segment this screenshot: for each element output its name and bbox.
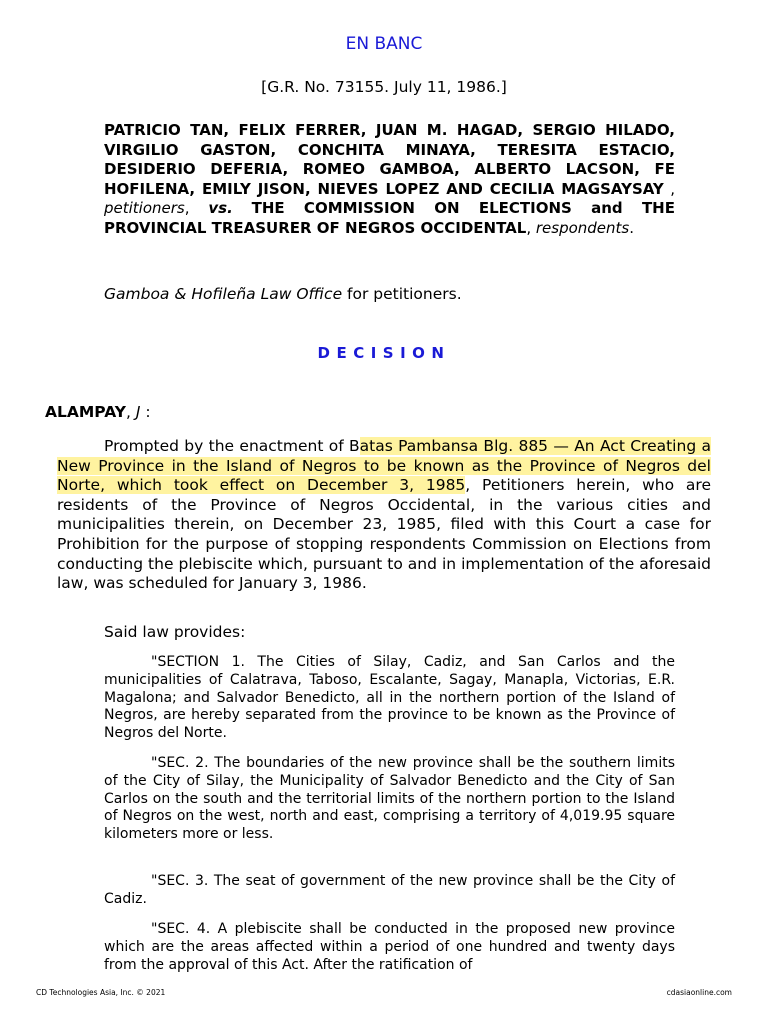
para1-rest: , Petitioners herein, who are residents of the Province of Negros Occidental, in the various cities and municipalities therein, on December 23, 1985, filed with this Court a case for Prohibition for the purpose of stopping respondents Commission on Elections from conducting the plebiscite which, pursuant to and in implementation of the aforesaid law, was scheduled for January 3, 1986. [57, 476, 711, 593]
counsel-line [104, 285, 462, 303]
petitioners-names: PATRICIO TAN, FELIX FERRER, JUAN M. HAGAD, SERGIO HILADO, VIRGILIO GASTON, CONCHITA MINAYA, TERESITA ESTACIO, DESIDERIO DEFERIA, ROMEO GAMBOA, ALBERTO LACSON, FE HOFILENA, EMILY JISON, NIEVES LOPEZ AND CECILIA MAGSAYSAY [104, 121, 675, 198]
quoted-section-4: "SEC. 4. A plebiscite shall be conducted in the proposed new province which are the areas affected within a period of one hundred and twenty days from the approval of this Act. After the ratification of [104, 921, 675, 973]
petitioners-label: petitioners [104, 199, 185, 218]
case-number: [G.R. No. 73155. July 11, 1986.] [261, 78, 507, 96]
counsel-role: for petitioners. [347, 285, 462, 303]
counsel-firm: Gamboa & Hofileña Law Office [104, 285, 343, 303]
opening-paragraph [57, 437, 711, 594]
said-law-line: Said law provides: [104, 623, 246, 641]
decision-heading: DECISION [317, 344, 451, 362]
respondents-names: THE COMMISSION ON ELECTIONS and THE PROVINCIAL TREASURER OF NEGROS OCCIDENTAL [104, 199, 675, 237]
ponente-line: ALAMPAY, J : [45, 403, 151, 421]
versus-label: vs. [208, 199, 233, 218]
quoted-section-3: "SEC. 3. The seat of government of the new province shall be the City of Cadiz. [104, 873, 675, 907]
highlighted-law-title: atas Pambansa Blg. 885 — An Act Creating a New Province in the Island of Negros to be known as the Province of Negros del Norte, which took effect on December 3, 1985 [57, 437, 711, 495]
quoted-section-2: "SEC. 2. The boundaries of the new province shall be the southern limits of the City of Silay, the Municipality of Salvador Benedicto and the City of San Carlos on the south and the territorial limits of the northern portion to the Island of Negros on the west, north and east, comprising a territory of 4,019.95 square kilometers more or less. [104, 755, 675, 843]
case-parties: PATRICIO TAN, FELIX FERRER, JUAN M. HAGAD, SERGIO HILADO, VIRGILIO GASTON, CONCHITA MINAYA, TERESITA ESTACIO, DESIDERIO DEFERIA, ROMEO GAMBOA, ALBERTO LACSON, FE HOFILENA, EMILY JISON, NIEVES LOPEZ AND CECILIA MAGSAYSAY , petitioners, vs. THE COMMISSION ON ELECTIONS and THE PROVINCIAL TREASURER OF NEGROS OCCIDENTAL, respondents. [104, 121, 675, 237]
footer-copyright: CD Technologies Asia, Inc. © 2021 [36, 988, 166, 997]
ponente-title: J [135, 403, 141, 421]
division-heading: EN BANC [345, 34, 423, 54]
para1-intro: Prompted by the enactment of B [104, 437, 360, 455]
respondents-label: respondents [535, 218, 630, 237]
footer-site: cdasiaonline.com [666, 988, 732, 997]
quoted-section-1: "SECTION 1. The Cities of Silay, Cadiz, and San Carlos and the municipalities of Calatrava, Taboso, Escalante, Sagay, Manapla, Victorias, E.R. Magalona; and Salvador Benedicto, all in the northern portion of the Island of Negros, are hereby separated from the province to be known as the Province of Negros del Norte. [104, 654, 675, 742]
ponente-name: ALAMPAY [45, 403, 126, 421]
